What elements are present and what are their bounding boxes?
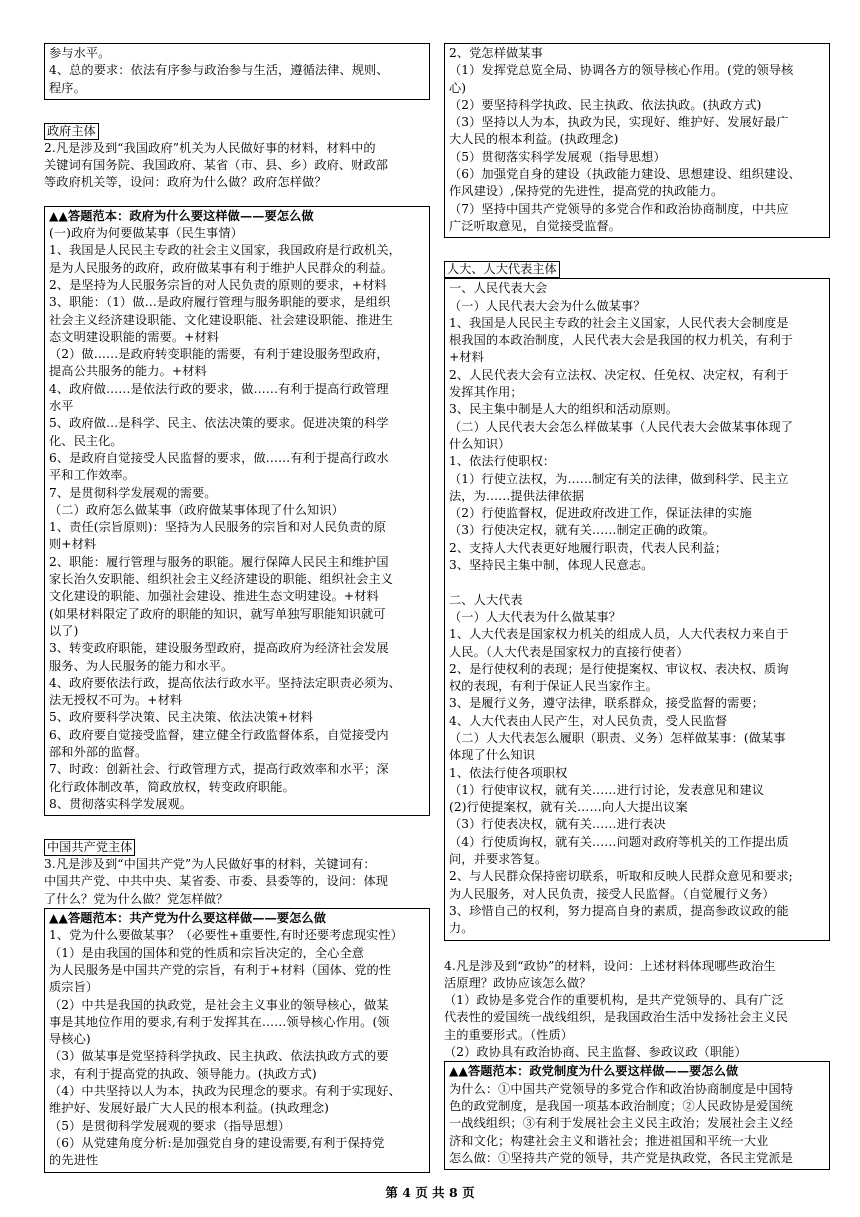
text-line: 等政府机关等，设问：政府为什么做？政府怎样做？ (44, 175, 327, 190)
text-line: 了什么？党为什么做？党怎样做？ (44, 891, 229, 906)
government-intro (44, 140, 430, 192)
text-line: 代表性的爱国统一战线组织，是我国政治生活中发扬社会主义民 (444, 1010, 789, 1025)
text-line: （1）发挥党总览全局、协调各方的领导核心作用。(党的领导核 (449, 63, 794, 78)
text-line: 3、职能：（1）做…是政府履行管理与服务职能的要求，是组织 (49, 295, 391, 310)
text-line: 心) (449, 80, 467, 95)
text-line: +材料 (449, 350, 484, 365)
text-line: 6、政府要自觉接受监督，建立健全行政监督体系，自觉接受内 (49, 727, 389, 742)
party-how-box (444, 43, 830, 238)
text-line: 7、是贯彻科学发展观的需要。 (49, 485, 217, 500)
text-line: 提高公共服务的能力。+材料 (49, 364, 207, 379)
text-line: 1、依法行使职权： (449, 454, 556, 469)
text-line: 部和外部的监督。 (49, 744, 148, 759)
text-line: 作风建设）,保持党的先进性，提高党的执政能力。 (449, 184, 724, 199)
text-line: 2、与人民群众保持密切联系，听取和反映人民群众意见和要求; (449, 869, 793, 884)
text-line: 法无授权不可为。+材料 (49, 693, 183, 708)
text-line: 2、职能：履行管理与服务的职能。履行保障人民民主和维护国 (49, 554, 389, 569)
text-line: 主的重要形式。（性质） (444, 1027, 574, 1042)
party-intro (44, 856, 430, 908)
npc-box (444, 278, 830, 940)
text-line: 程序。 (49, 80, 86, 95)
text-line: 3、是履行义务，遵守法律，联系群众，接受监督的需要； (449, 696, 765, 711)
text-line: ▲▲答题范本：共产党为什么要这样做——要怎么做 (49, 911, 326, 926)
text-line: （4）中共坚持以人为本，执政为民理念的要求。有利于实现好、 (49, 1084, 401, 1099)
text-line: （3）行使决定权，就有关……制定正确的政策。 (449, 523, 715, 538)
text-line: 质宗旨） (49, 980, 99, 995)
npc-subject-tag: 人大、人大代表主体 (444, 261, 560, 278)
text-line: 3、珍惜自己的权利，努力提高自身的素质，提高参政议政的能 (449, 903, 789, 918)
text-line: 以了) (49, 623, 79, 638)
text-line: 问，并要求答复。 (449, 852, 548, 867)
text-line: 权的表现，有利于保证人民当家作主。 (449, 679, 658, 694)
party-section (44, 836, 430, 908)
text-line: 维护好、发展好最广大人民的根本利益。(执政理念) (49, 1101, 330, 1116)
text-line: 则+材料 (49, 537, 97, 552)
left-column (44, 0, 430, 1173)
text-line: 2、是行使权利的表现；是行使提案权、审议权、表决权、质询 (449, 661, 789, 676)
text-line: （1）行使审议权，就有关……进行讨论，发表意见和建议 (449, 782, 765, 797)
text-line: （6）加强党自身的建设（执政能力建设、思想建设、组织建设、 (449, 167, 801, 182)
text-line: 1、责任(宗旨原则)：坚持为人民服务的宗旨和对人民负责的原 (49, 520, 387, 535)
text-line: 5、政府要科学决策、民主决策、依法决策+材料 (49, 710, 313, 725)
text-line: 3、民主集中制是人大的组织和活动原则。 (449, 402, 679, 417)
text-line: 广泛听取意见，自觉接受监督。 (449, 218, 622, 233)
text-line: （1）是由我国的国体和党的性质和宗旨决定的，全心全意 (49, 945, 365, 960)
text-line: 2、支持人大代表更好地履行职责，代表人民利益； (449, 540, 728, 555)
text-line: 2.凡是涉及到“我国政府”机关为人民做好事的材料，材料中的 (44, 140, 376, 155)
text-line: 是为人民服务的政府，政府做某事有利于维护人民群众的利益。 (49, 260, 394, 275)
text-line: 济和文化；构建社会主义和谐社会；推进祖国和平统一大业 (449, 1133, 769, 1148)
npc-section (444, 258, 830, 278)
text-line: 为什么：①中国共产党领导的多党合作和政治协商制度是中国特 (449, 1081, 794, 1096)
page-footer: 第 4 页 共 8 页 (385, 1185, 475, 1200)
text-line: 4、总的要求：依法有序参与政治参与生活，遵循法律、规则、 (49, 63, 389, 78)
text-line: 根我国的本政治制度，人民代表大会是我国的权力机关，有利于 (449, 333, 794, 348)
text-line: （二）政府怎么做某事（政府做某事体现了什么知识） (49, 502, 344, 517)
text-line: 4.凡是涉及到“政协”的材料，设问：上述材料体现哪些政治生 (444, 958, 776, 973)
text-line: （5）贯彻落实科学发展观（指导思想） (449, 149, 666, 164)
text-line: 事是其地位作用的要求,有利于发挥其在……领导核心作用。(领 (49, 1014, 390, 1029)
text-line: （1）政协是多党合作的重要机构，是共产党领导的、具有广泛 (444, 993, 784, 1008)
text-line: （2）中共是我国的执政党，是社会主义事业的领导核心，做某 (49, 997, 389, 1012)
text-line: 发挥其作用； (449, 385, 523, 400)
right-column (444, 0, 830, 1170)
text-line: 服务、为人民服务的能力和水平。 (49, 658, 234, 673)
cppcc-intro (444, 958, 830, 1062)
text-line: 法，为……提供法律依据 (449, 488, 585, 503)
text-line: 什么知识） (449, 436, 511, 451)
text-line: (一)政府为何要做某事（民生事情） (49, 226, 244, 241)
text-line: ▲▲答题范本：政府为什么要这样做——要怎么做 (49, 208, 314, 223)
text-line: 关键词有国务院、我国政府、某省（市、县、乡）政府、财政部 (44, 158, 389, 173)
text-line: 二、人大代表 (449, 592, 523, 607)
text-line: 一战线组织；③有利于发展社会主义民主政治；发展社会主义经 (449, 1116, 794, 1131)
text-line: 水平 (49, 399, 74, 414)
text-line: 文化建设的职能、加强社会建设、推进生态文明建设。+材料 (49, 589, 379, 604)
text-line: 为人民服务，对人民负责，接受人民监督。（自觉履行义务） (449, 886, 775, 901)
text-line: （一）人民代表大会为什么做某事？ (449, 298, 646, 313)
text-line: （一）人大代表为什么做某事？ (449, 609, 622, 624)
text-line: 1、人大代表是国家权力机关的组成人员，人大代表权力来自于 (449, 627, 789, 642)
text-line: 化、民主化。 (49, 433, 123, 448)
text-line: 一、人民代表大会 (449, 281, 548, 296)
text-line: （3）坚持以人为本，执政为民，实现好、维护好、发展好最广 (449, 115, 789, 130)
text-line: ▲▲答题范本：政党制度为什么要这样做——要怎么做 (449, 1064, 739, 1079)
text-line: (2)行使提案权，就有关……向人大提出议案 (449, 800, 688, 815)
text-line: 5、政府做…是科学、民主、依法决策的要求。促进决策的科学 (49, 416, 389, 431)
text-line: 家长治久安职能、组织社会主义经济建设的职能、组织社会主义 (49, 572, 394, 587)
text-line: （3）行使表决权，就有关……进行表决 (449, 817, 666, 832)
text-line: 平和工作效率。 (49, 468, 136, 483)
text-line: （2）做……是政府转变职能的需要，有利于建设服务型政府， (49, 347, 389, 362)
text-line: （7）坚持中国共产党领导的多党合作和政治协商制度，中共应 (449, 201, 789, 216)
text-line: 1、党为什么要做某事？（必要性+重要性,有时还要考虑现实性） (49, 928, 403, 943)
party-answer-template-box (44, 908, 430, 1172)
text-line: （6）从党建角度分析:是加强党自身的建设需要,有利于保持党 (49, 1135, 385, 1150)
government-subject-tag: 政府主体 (44, 123, 99, 140)
government-section (44, 120, 430, 192)
text-line: 化行政体制改革，简政放权，转变政府职能。 (49, 779, 295, 794)
text-line: 8、贯彻落实科学发展观。 (49, 796, 193, 811)
text-line: 体现了什么知识 (449, 748, 536, 763)
text-line: 为人民服务是中国共产党的宗旨，有利于+材料（国体、党的性 (49, 962, 392, 977)
text-line: (如果材料限定了政府的职能的知识，就写单独写职能知识就可 (49, 606, 386, 621)
text-line: 社会主义经济建设职能、文化建设职能、社会建设职能、推进生 (49, 312, 394, 327)
continuation-box (44, 43, 430, 100)
text-line: 3、坚持民主集中制，体现人民意志。 (449, 558, 654, 573)
text-line: 2、人民代表大会有立法权、决定权、任免权、决定权，有利于 (449, 367, 789, 382)
text-line: 3、转变政府职能，建设服务型政府，提高政府为经济社会发展 (49, 641, 389, 656)
text-line: （4）行使质询权，就有关……问题对政府等机关的工作提出质 (449, 834, 789, 849)
text-line: （2）要坚持科学执政、民主执政、依法执政。(执政方式) (449, 97, 762, 112)
cppcc-answer-template-box (444, 1061, 830, 1170)
text-line: 人民。（人大代表是国家权力的直接行使者） (449, 644, 689, 659)
text-line: 参与水平。 (49, 46, 111, 60)
text-line: 活原理？政协应该怎么做？ (444, 975, 592, 990)
government-answer-template-box (44, 206, 430, 816)
text-line: 2、党怎样做某事 (449, 46, 543, 60)
text-line: 2、是坚持为人民服务宗旨的对人民负责的原则的要求，+材料 (49, 277, 387, 292)
party-subject-tag: 中国共产党主体 (44, 839, 135, 856)
text-line: 1、依法行使各项职权 (449, 765, 568, 780)
text-line: （1）行使立法权，为……制定有关的法律，做到科学、民主立 (449, 471, 789, 486)
text-line: 怎么做：①坚持共产党的领导，共产党是执政党，各民主党派是 (449, 1150, 794, 1165)
text-line: 3.凡是涉及到“中国共产党”为人民做好事的材料，关键词有： (44, 857, 376, 872)
text-line: 4、政府要依法行政，提高依法行政水平。坚持法定职责必须为、 (49, 675, 401, 690)
text-line: （二）人民代表大会怎么样做某事（人民代表大会做某事体现了 (449, 419, 794, 434)
text-line: 大人民的根本利益。(执政理念) (449, 132, 619, 147)
text-line: 色的政党制度，是我国一项基本政治制度；②人民政协是爱国统 (449, 1098, 794, 1113)
text-line: 力。 (449, 921, 474, 936)
text-line: 导核心) (49, 1032, 91, 1047)
text-line: 的先进性 (49, 1153, 99, 1168)
text-line: 1、我国是人民民主专政的社会主义国家，我国政府是行政机关， (49, 243, 401, 258)
text-line (449, 574, 825, 591)
text-line: 4、人大代表由人民产生，对人民负责，受人民监督 (449, 713, 728, 728)
text-line: （2）行使监督权，促进政府改进工作，保证法律的实施 (449, 506, 752, 521)
text-line: （5）是贯彻科学发展观的要求（指导思想） (49, 1118, 291, 1133)
text-line: 4、政府做……是依法行政的要求，做……有利于提高行政管理 (49, 381, 389, 396)
text-line: （3）做某事是党坚持科学执政、民主执政、依法执政方式的要 (49, 1049, 389, 1064)
text-line: 求，有利于提高党的执政、领导能力。(执政方式) (49, 1066, 317, 1081)
text-line: （二）人大代表怎么履职（职责、义务）怎样做某事：(做某事 (449, 730, 786, 745)
text-line: 1、我国是人民民主专政的社会主义国家，人民代表大会制度是 (449, 315, 789, 330)
text-line: 态文明建设职能的需要。+材料 (49, 329, 220, 344)
text-line: 中国共产党、中共中央、某省委、市委、县委等的，设问：体现 (44, 874, 389, 889)
text-line: （2）政协具有政治协商、民主监督、参政议政（职能） (444, 1045, 747, 1060)
text-line: 6、是政府自觉接受人民监督的要求，做……有利于提高行政水 (49, 450, 389, 465)
text-line: 7、时政：创新社会、行政管理方式，提高行政效率和水平；深 (49, 762, 389, 777)
